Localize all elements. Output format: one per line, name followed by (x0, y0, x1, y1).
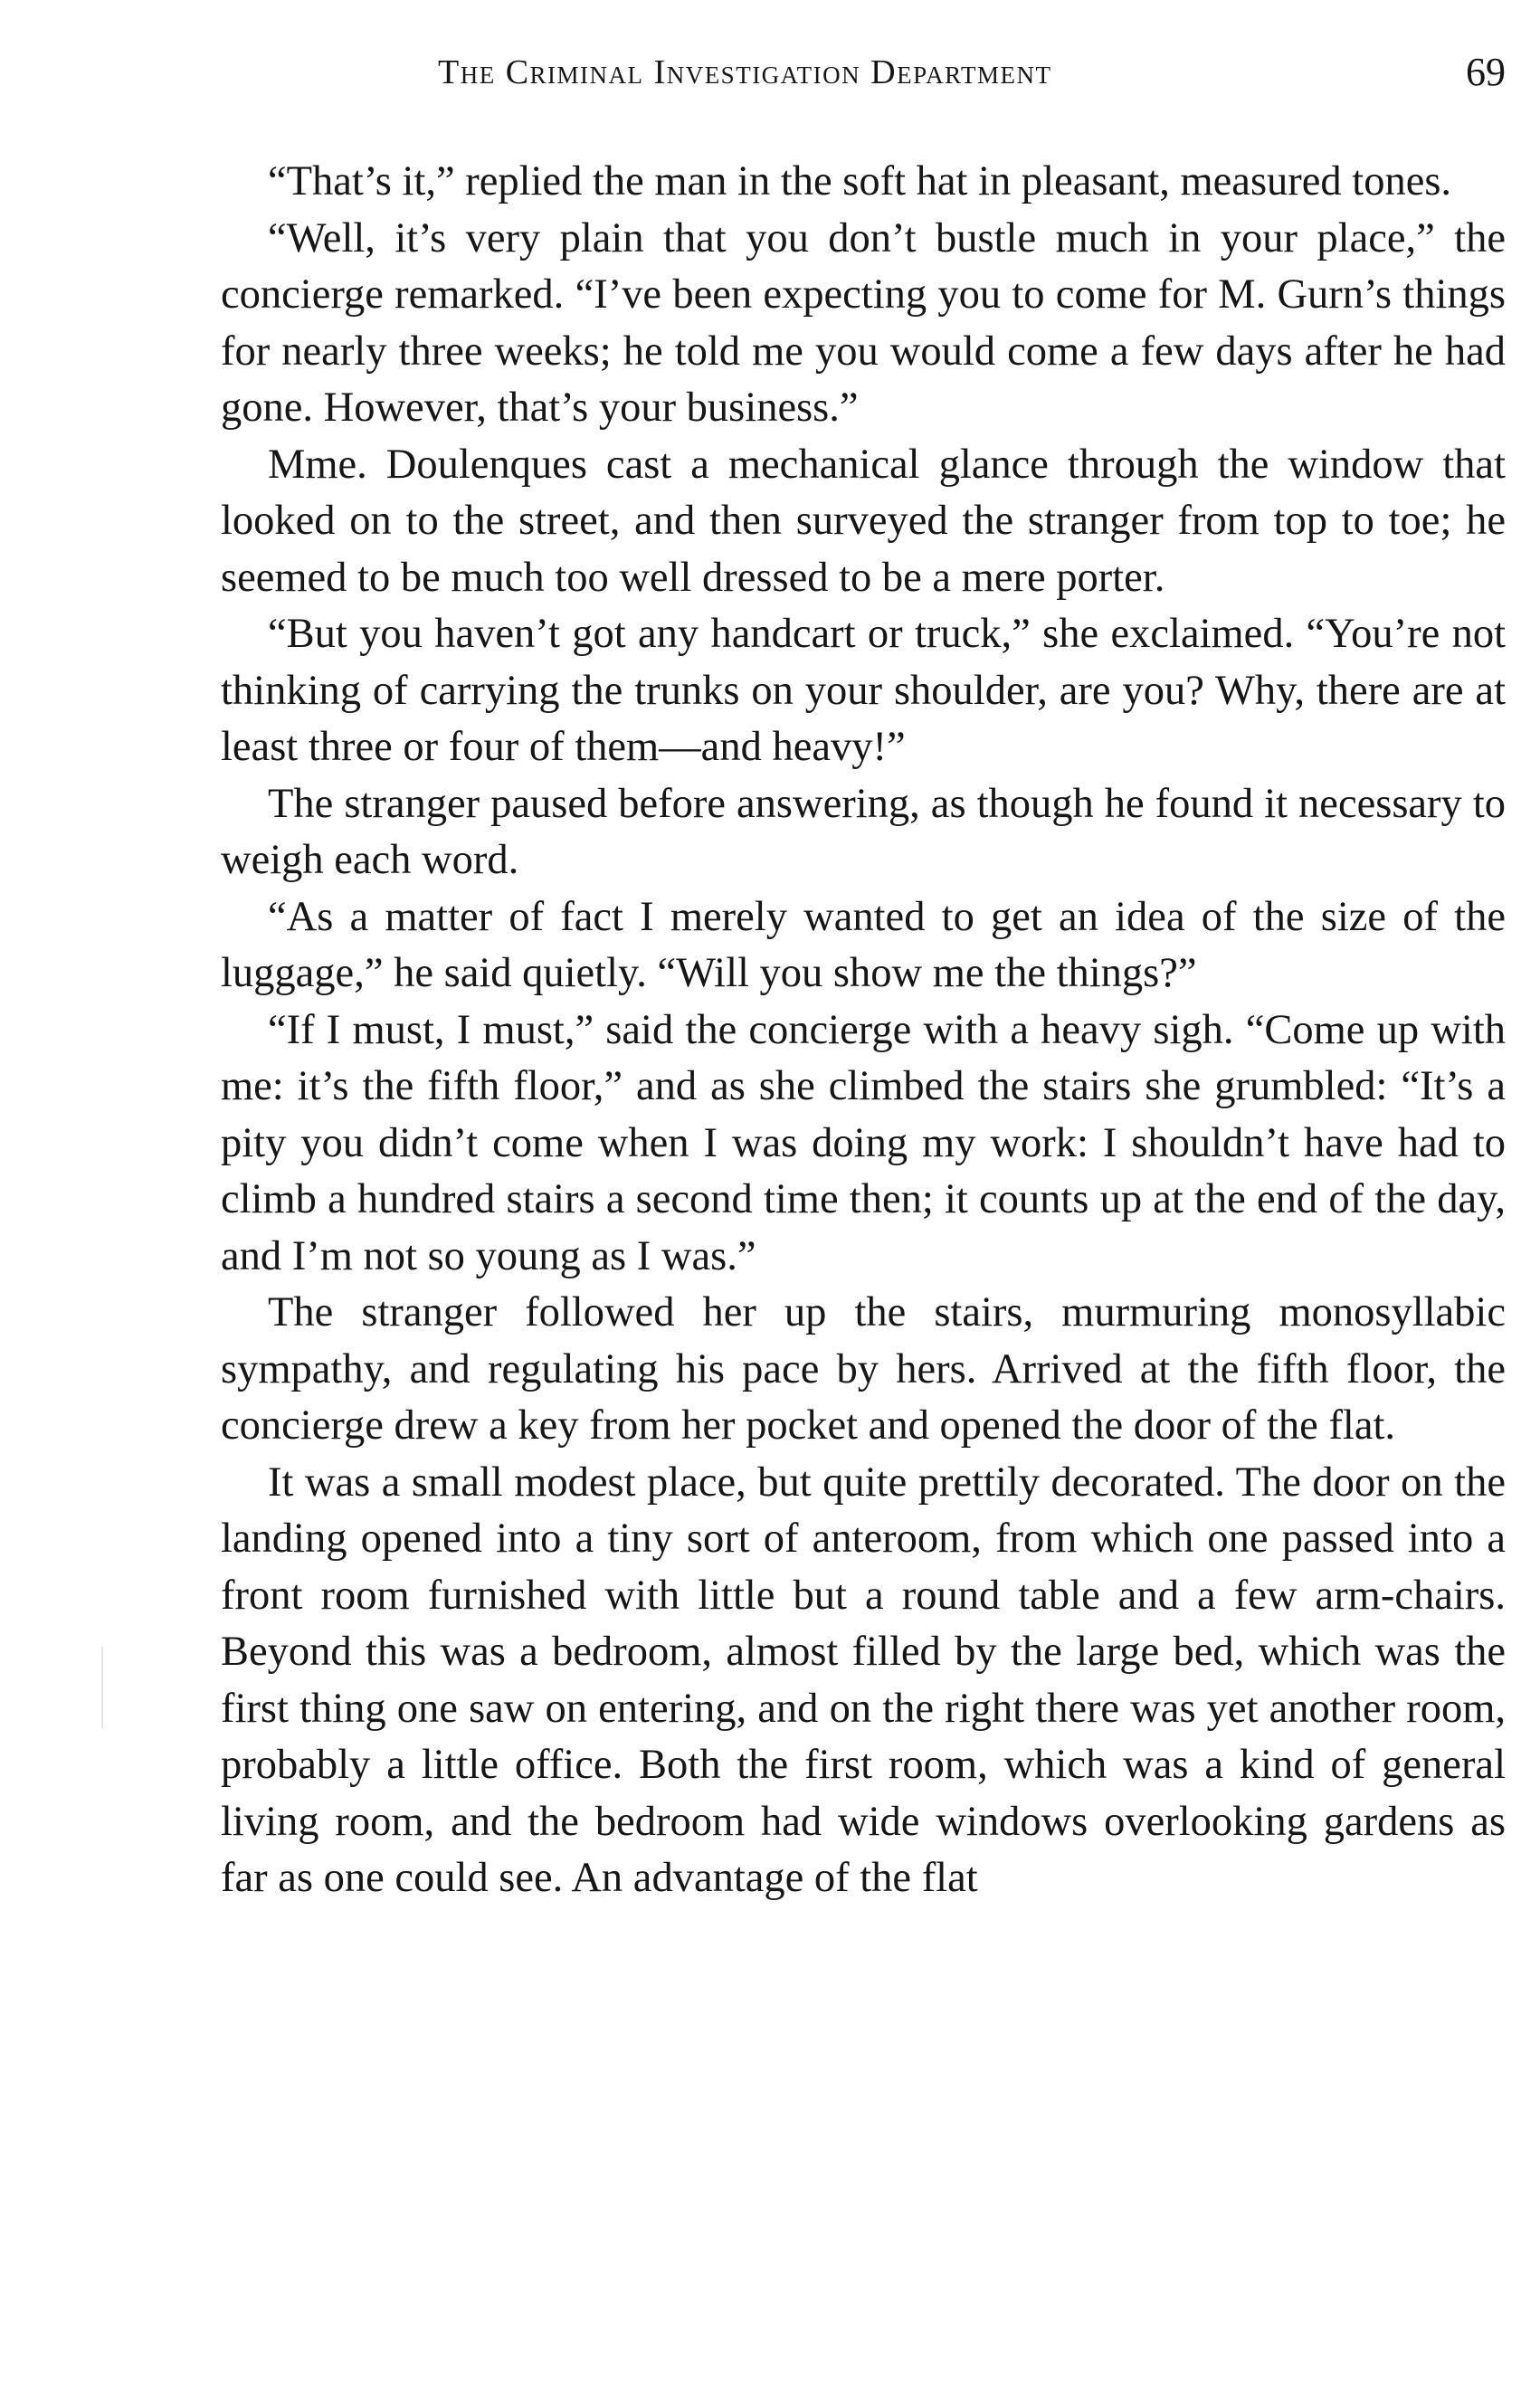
paragraph: “If I must, I must,” said the concierge with a heavy sigh. “Come up with me: it’s the fifth floor,” and as she climbed the stairs she grumbled: “It’s a pity you didn’t come when I was doing my work: I shouldn’t have had to climb a hundred stairs a second time then; it counts up at the end of the day, and I’m not so young as I was.” (221, 1006, 1506, 1279)
paragraph: “Well, it’s very plain that you don’t bustle much in your place,” the concierge remarked. “I’ve been expecting you to come for M. Gurn’s things for nearly three weeks; he told me you would come a few days after he had gone. However, that’s your business.” (221, 214, 1506, 431)
page-number: 69 (1466, 50, 1506, 94)
scan-edge-mark (101, 1647, 103, 1728)
body-text (221, 154, 1506, 1907)
running-title: The Criminal Investigation Department (438, 53, 1052, 91)
paragraph: It was a small modest place, but quite prettily decorated. The door on the landing opened into a tiny sort of anteroom, from which one passed into a front room furnished with little but a round table and a few arm-chairs. Beyond this was a bedroom, almost filled by the large bed, which was the first thing one saw on entering, and on the right there was yet another room, probably a little office. Both the first room, which was a kind of general living room, and the bedroom had wide windows overlooking gardens as far as one could see. An advantage of the flat (221, 1459, 1506, 1901)
paragraph: “That’s it,” replied the man in the soft hat in pleasant, measured tones. (268, 158, 1452, 204)
paragraph: “But you haven’t got any handcart or truck,” she exclaimed. “You’re not thinking of carrying the trunks on your shoulder, are you? Why, there are at least three or four of them—and heavy!” (221, 611, 1506, 770)
paragraph: The stranger paused before answering, as though he found it necessary to weigh each word. (221, 780, 1506, 883)
paragraph: The stranger followed her up the stairs, murmuring monosyllabic sympathy, and regulating his pace by hers. Arrived at the fifth floor, the concierge drew a key from her pocket and opened the door of the flat. (221, 1289, 1506, 1449)
running-head (221, 52, 1506, 107)
paragraph: Mme. Doulenques cast a mechanical glance through the window that looked on to the street, and then surveyed the stranger from top to toe; he seemed to be much too well dressed to be a mere porter. (221, 441, 1506, 601)
paragraph: “As a matter of fact I merely wanted to get an idea of the size of the luggage,” he said quietly. “Will you show me the things?” (221, 893, 1506, 996)
